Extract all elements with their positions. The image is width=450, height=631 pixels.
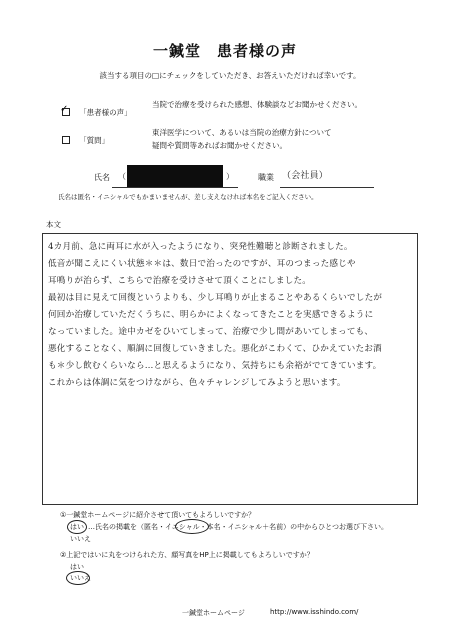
question-2-text: ②上記ではいに丸をつけられた方、顔写真をHP上に掲載してもよろしいですか？ xyxy=(60,551,314,559)
body-line: 低音が聞こえにくい状態＊＊は、数日で治ったのですが、耳のつまった感じや xyxy=(48,259,356,269)
option-question-text-1: 東洋医学について、あるいは当院の治療方針について xyxy=(152,128,332,137)
question-2-no[interactable]: いいえ xyxy=(70,574,91,582)
body-line: 悪化することなく、順調に回復していきました。悪化がこわくて、ひかえていたお酒 xyxy=(48,344,382,354)
body-line: も＊少し飲むくらいなら…と思えるようになり、気持ちにも余裕がでてきています。 xyxy=(48,361,382,371)
body-line: これからは体調に気をつけながら、色々チャレンジしてみようと思います。 xyxy=(48,378,346,388)
redacted-name xyxy=(127,165,223,187)
body-line: なっていました。途中カゼをひいてしまって、治療で少し間があいてしまっても、 xyxy=(48,327,374,337)
question-1-text: ①一鍼堂ホームページに紹介させて頂いてもよろしいですか？ xyxy=(60,511,256,519)
body-line: 何回か治療していただくうちに、明らかによくなってきたことを実感できるように xyxy=(48,310,374,320)
option-voice-text: 当院で治療を受けられた感想、体験談などお聞かせください。 xyxy=(152,100,362,109)
job-value[interactable]: （会社員） xyxy=(282,171,329,181)
body-line: 耳鳴りが治らず、こちらで治療を受けさせて頂くことにしました。 xyxy=(48,276,312,286)
option-voice-label: 「患者様の声」 xyxy=(79,108,132,117)
option-question-label: 「質問」 xyxy=(79,136,110,145)
question-2-yes[interactable]: はい xyxy=(70,563,84,571)
question-1-yes[interactable]: はい xyxy=(70,523,84,531)
option-question[interactable] xyxy=(62,128,109,147)
answer-circle xyxy=(66,571,90,585)
intro-text: 該当する項目の□にチェックをしていただき、お答えいただければ幸いです。 xyxy=(99,71,361,80)
name-note: 氏名は匿名・イニシャルでもかまいませんが、差し支えなければ本名をご記入ください。 xyxy=(58,193,318,201)
footer-url[interactable]: http://www.isshindo.com/ xyxy=(270,608,359,616)
footer-name: 一鍼堂ホームページ xyxy=(182,609,245,617)
name-underline xyxy=(112,187,238,188)
question-1-no[interactable]: いいえ xyxy=(70,535,91,543)
option-question-text-2: 疑問や質問等あればお聞かせください。 xyxy=(152,141,287,150)
body-line: 4カ月前、急に両耳に水が入ったようになり、突発性難聴と診断されました。 xyxy=(48,242,353,252)
body-line: 最初は目に見えて回復というよりも、少し耳鳴りが止まることやあるくらいでしたが xyxy=(48,293,383,303)
name-open-paren: （ xyxy=(118,172,126,181)
job-label: 職業 xyxy=(258,173,274,182)
question-1-detail: …氏名の掲載を（匿名・イニシャル・本名・イニシャル＋名前）の中からひとつお選び下さい。 xyxy=(88,523,389,531)
checkbox-question[interactable] xyxy=(62,136,70,144)
checkbox-voice[interactable] xyxy=(60,104,70,116)
page-title: 一鍼堂 患者様の声 xyxy=(152,42,297,60)
check-mark-icon: ✓ xyxy=(60,104,69,115)
name-close-paren: ） xyxy=(226,172,234,181)
job-underline xyxy=(280,187,374,188)
body-label: 本文 xyxy=(46,220,61,229)
option-voice[interactable] xyxy=(62,100,132,119)
name-label: 氏名 xyxy=(94,173,110,182)
answer-circle xyxy=(175,519,209,534)
